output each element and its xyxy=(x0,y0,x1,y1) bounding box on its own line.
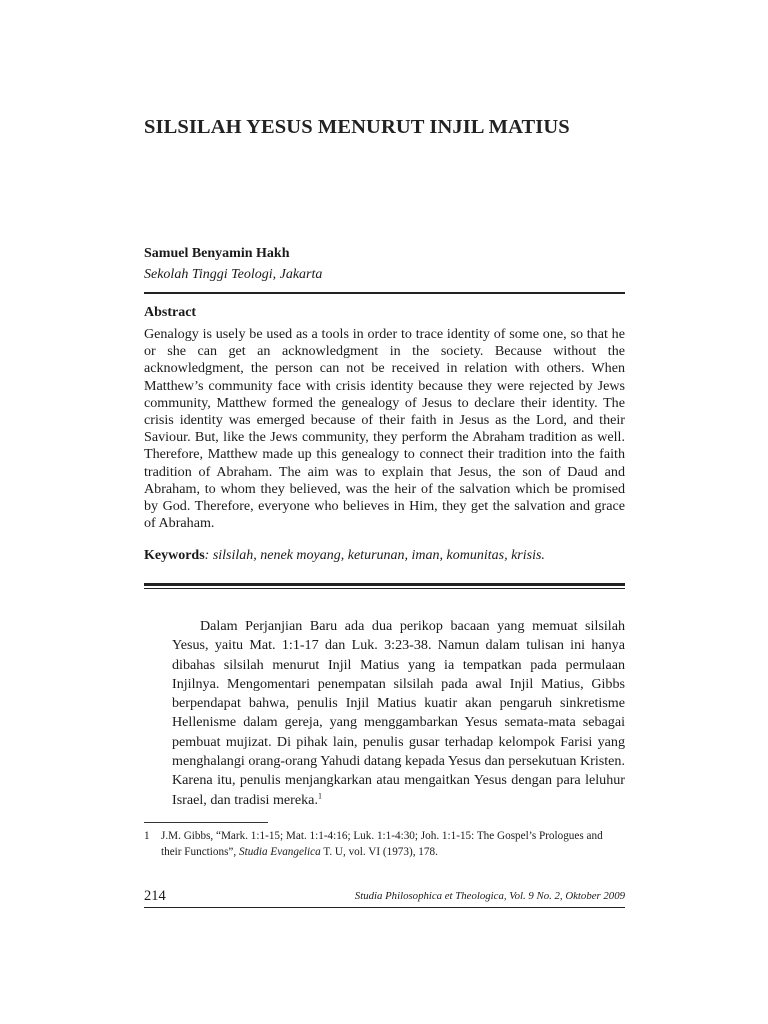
paper-page xyxy=(144,0,625,1024)
page-number: 214 xyxy=(144,888,166,904)
author-name: Samuel Benyamin Hakh xyxy=(144,246,290,261)
keywords-label: Keywords xyxy=(144,548,205,563)
footer-rule xyxy=(144,907,625,908)
article-title: SILSILAH YESUS MENURUT INJIL MATIUS xyxy=(144,116,570,138)
abstract-bottom-rule-thin xyxy=(144,588,625,589)
body-paragraph-text: Dalam Perjanjian Baru ada dua perikop bacaan yang memuat silsilah Yesus, yaitu Mat. 1:1-17 dan Luk. 3:23-38. Namun dalam tulisan ini hanya dibahas silsilah menurut Injil Matius yang ia tempatkan pada permulaan Injilnya. Mengomentari penempatan silsilah pada awal Injil Matius, Gibbs berpendapat bahwa, penulis Injil Matius kuatir akan pengaruh sinkretisme Hellenisme dalam gereja, yang menggambarkan Yesus semata-mata sebagai pembuat mujizat. Di pihak lain, penulis gusar terhadap kelompok Farisi yang menghalangi orang-orang Yahudi datang kepada Yesus dan persekutuan Kristen. Karena itu, penulis menjangkarkan atau mengaitkan Yesus dengan para leluhur Israel, dan tradisi mereka. xyxy=(172,618,625,808)
footnote-text-b: T. U, vol. VI (1973), 178. xyxy=(320,846,438,858)
body-text xyxy=(172,617,625,810)
footnote-rule xyxy=(144,822,268,823)
keywords-values: : silsilah, nenek moyang, keturunan, iman, komunitas, krisis. xyxy=(204,548,545,563)
abstract-bottom-rule-thick xyxy=(144,583,625,586)
author-affiliation: Sekolah Tinggi Teologi, Jakarta xyxy=(144,267,323,282)
footnote xyxy=(144,828,625,860)
keywords-line xyxy=(144,548,545,564)
abstract-text: Genalogy is usely be used as a tools in order to trace identity of some one, so that he or she can get an acknowledgment in the society. Because without the acknowledgment, the person can not be received in relation with others. When Matthew’s community face with crisis identity because they were rejected by Jews community, Matthew formed the genealogy of Jesus to declare their identity. The crisis identity was emerged because of their faith in Jesus as the Lord, and their Saviour. But, like the Jews community, they perform the Abraham tradition as well. Therefore, Matthew made up this genealogy to connect their tradition into the faith tradition of Abraham. The aim was to explain that Jesus, the son of Daud and Abraham, to whom they believed, was the heir of the salvation which be promised by God. Therefore, everyone who believes in Him, they get the salvation and grace of Abraham. xyxy=(144,326,625,532)
abstract-top-rule xyxy=(144,292,625,294)
footnote-text-a: J.M. Gibbs, “Mark. 1:1-15; Mat. 1:1-4:16; Luk. 1:1-4:30; Joh. 1:1-15: The Gospel’s Prologues and their Functions”, xyxy=(161,830,603,858)
footnote-journal: Studia Evangelica xyxy=(239,846,321,858)
footnote-ref[interactable]: 1 xyxy=(317,790,322,800)
footnote-number: 1 xyxy=(144,830,150,842)
abstract-heading: Abstract xyxy=(144,305,197,320)
footnote-body xyxy=(161,828,625,860)
body-paragraph xyxy=(172,617,625,810)
journal-footer: Studia Philosophica et Theologica, Vol. 9 No. 2, Oktober 2009 xyxy=(354,890,625,902)
